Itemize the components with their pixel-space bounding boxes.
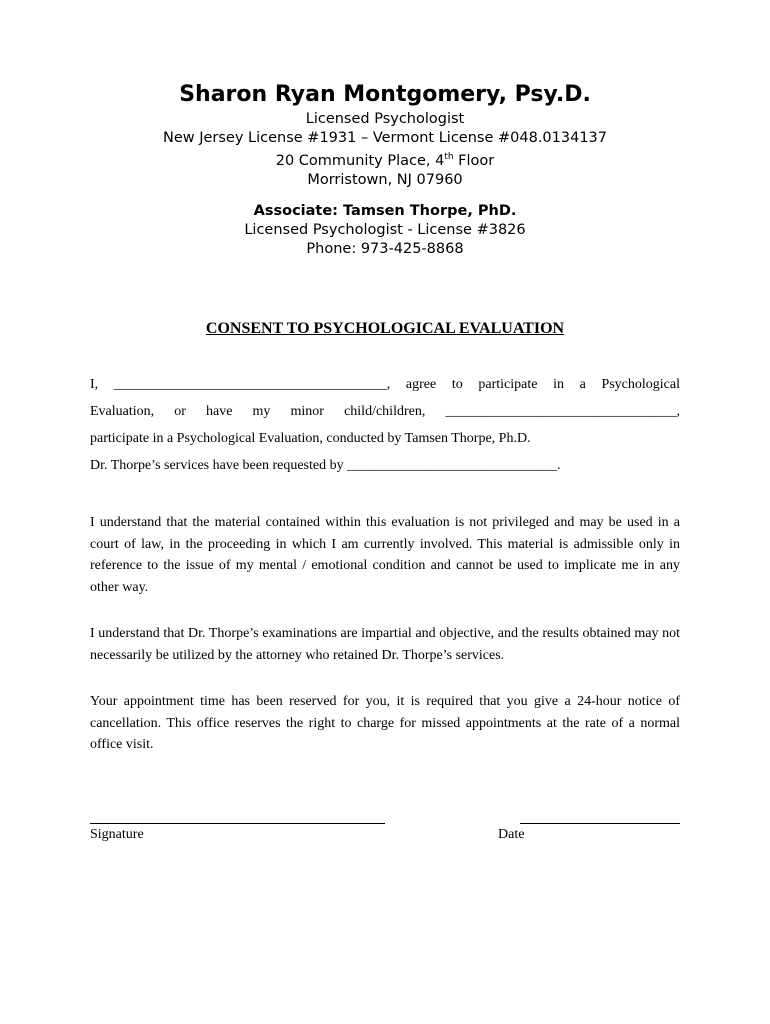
address-line [0,148,770,171]
letterhead [0,80,770,259]
paragraph-impartial: I understand that Dr. Thorpe’s examinations are impartial and objective, and the results obtained may not necessarily be utilized by the attorney who retained Dr. Thorpe’s services. [90,626,680,663]
paragraph-appointment: Your appointment time has been reserved for you, it is required that you give a 24-hour notice of cancellation. This office reserves the right to charge for missed appointments at the rate of a normal office visit. [90,694,680,752]
consent-word: a [579,377,586,392]
date-label: Date [498,827,525,842]
child-name-blank[interactable]: _________________________________, [445,404,680,419]
consent-word: or [174,404,186,419]
consent-word: to [451,377,463,392]
consent-word: I, [90,377,99,392]
signature-line[interactable] [90,823,385,824]
phone-line: Phone: 973-425-8868 [306,240,464,257]
consent-word: Evaluation, [90,404,155,419]
name-blank[interactable]: _______________________________________, [113,377,391,392]
consent-word: have [206,404,233,419]
city-line: Morristown, NJ 07960 [307,171,463,188]
associate-license: Licensed Psychologist - License #3826 [244,221,526,238]
associate-name: Associate: Tamsen Thorpe, PhD. [253,202,517,219]
signature-label: Signature [90,827,144,842]
requested-by-line[interactable]: Dr. Thorpe’s services have been requested by ______________________________. [90,458,561,473]
consent-line-3: participate in a Psychological Evaluation, conducted by Tamsen Thorpe, Ph.D. [90,431,531,446]
paragraph-privilege: I understand that the material contained within this evaluation is not privileged and may be used in a court of law, in the proceeding in which I am currently involved. This material is admissible only in reference to the issue of my mental / emotional condition and cannot be used to implicate me in any other way. [90,515,680,595]
consent-word: child/children, [344,404,426,419]
credential-line: Licensed Psychologist [305,111,465,127]
consent-word: minor [290,404,324,419]
date-line[interactable] [520,823,680,824]
license-line: New Jersey License #1931 – Vermont License #048.0134137 [162,130,608,146]
address-sup: th [444,152,454,162]
consent-word: participate [478,377,538,392]
document-title: CONSENT TO PSYCHOLOGICAL EVALUATION [205,320,565,337]
consent-line-2 [90,404,680,420]
consent-word: agree [405,377,437,392]
consent-line-1 [90,377,680,393]
address-suffix: Floor [453,152,495,169]
consent-word: Psychological [601,377,680,392]
psychologist-name: Sharon Ryan Montgomery, Psy.D. [179,82,591,107]
consent-word: my [252,404,271,419]
address-prefix: 20 Community Place, 4 [275,152,445,169]
consent-word: in [553,377,564,392]
